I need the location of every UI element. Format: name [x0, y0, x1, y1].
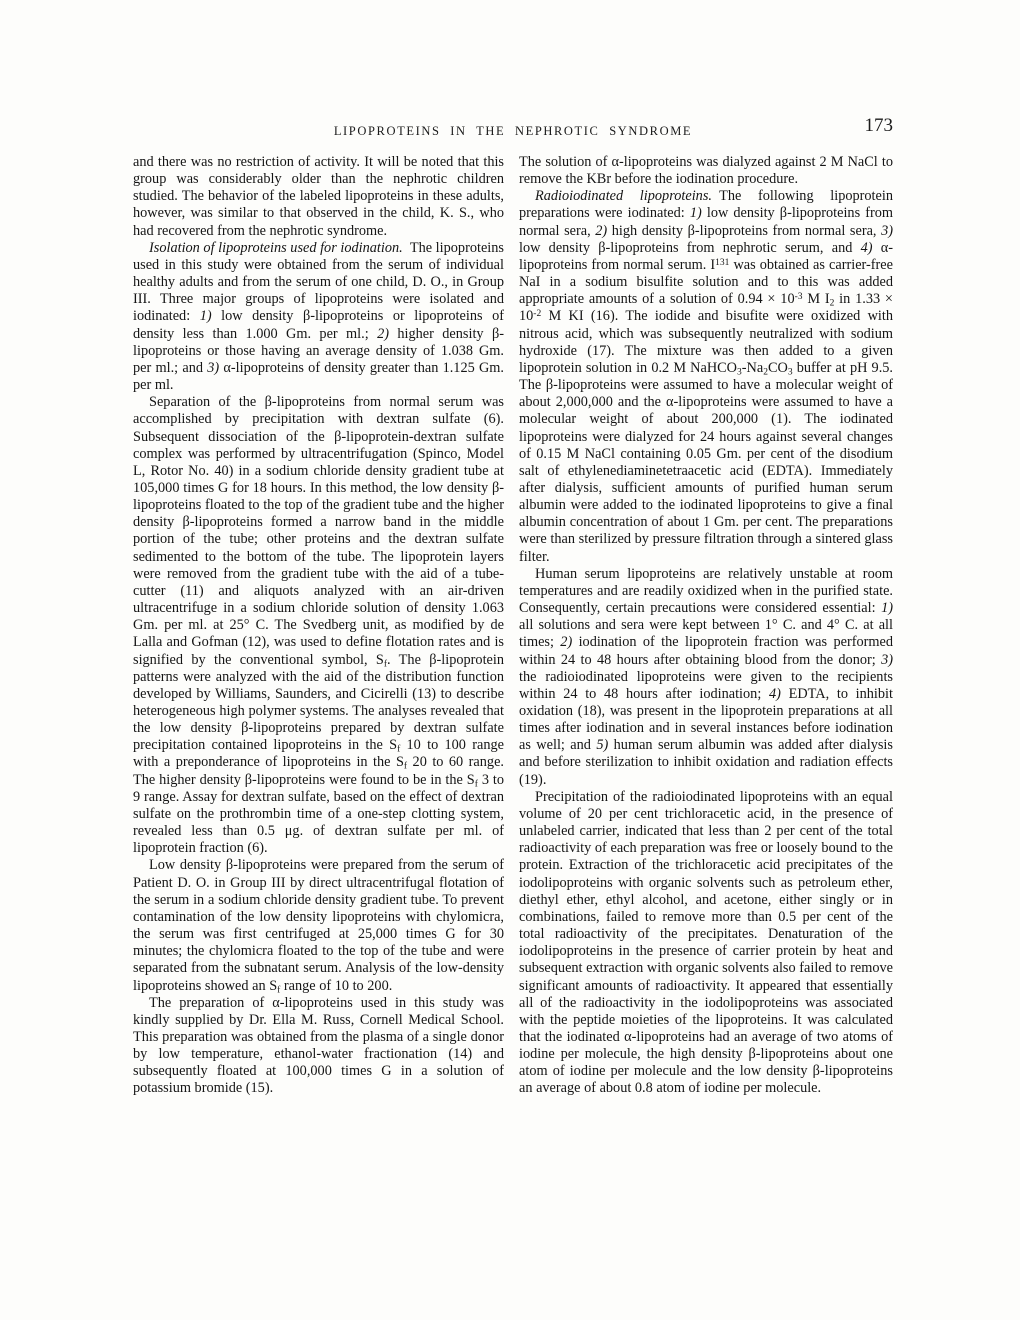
- text-column-right: [519, 154, 893, 1098]
- paragraph: Isolation of lipoproteins used for iodination. The lipoproteins used in this study were obtained from the serum of individual healthy adults and from the serum of one child, D. O., in Group III. Three major groups of lipoproteins were isolated and iodinated: 1) low density β-lipoproteins or lipoproteins of density less than 1.000 Gm. per ml.; 2) higher density β-lipoproteins or those having an average density of 1.038 Gm. per ml.; and 3) α-lipoproteins of density greater than 1.125 Gm. per ml.: [133, 239, 505, 394]
- running-title: LIPOPROTEINS IN THE NEPHROTIC SYNDROME: [333, 124, 693, 138]
- paragraph: The preparation of α-lipoproteins used in this study was kindly supplied by Dr. Ella M. Russ, Cornell Medical School. This preparation was obtained from the plasma of a single donor by low temperature, ethanol-water fractionation (14) and subsequently floated at 100,000 times G in a solution of potassium bromide (15).: [133, 994, 504, 1097]
- paragraph: The solution of α-lipoproteins was dialyzed against 2 M NaCl to remove the KBr before the iodination procedure.: [519, 154, 893, 188]
- paragraph: Radioiodinated lipoproteins. The following lipoprotein preparations were iodinated: 1) low density β-lipoproteins from normal sera, 2) high density β-lipoproteins from normal sera, 3) low density β-lipoproteins from nephrotic serum, and 4) α-lipoproteins from normal serum. $I^{131}$ was obtained as carrier-free NaI in a sodium bisulfite solution and to this was added appropriate amounts of a solution of $0.94 \times 10^{-3}$ M $I_2$ in $1.33 \times 10^{-2}$ M KI (16). The iodide and bisufite were oxidized with nitrous acid, which was subsequently neutralized with sodium hydroxide (17). The mixture was then added to a given lipoprotein solution in 0.2 M $NaHCO_3-Na_2CO_3$ buffer at pH 9.5. The β-lipoproteins were assumed to have a molecular weight of about 2,000,000 and the α-lipoproteins were assumed to have a molecular weight of about 200,000 (1). The iodinated lipoproteins were dialyzed for 24 hours against several changes of 0.15 M NaCl containing 0.05 Gm. per cent of the disodium salt of ethylenediaminetetraacetic acid (EDTA). Immediately after dialysis, sufficient amounts of purified human serum albumin were added to the iodinated lipoproteins to give a final albumin concentration of about 1 Gm. per cent. The preparations were than sterilized by pressure filtration through a sintered glass filter.: [519, 188, 894, 565]
- paragraph: Human serum lipoproteins are relatively unstable at room temperatures and are readily oxidized when in the purified state. Consequently, certain precautions were considered essential: 1) all solutions and sera were kept between 1° C. and 4° C. at all times; 2) iodination of the lipoprotein fraction was performed within 24 to 48 hours after obtaining blood from the donor; 3) the radioiodinated lipoproteins were given to the recipients within 24 to 48 hours after iodination; 4) EDTA, to inhibit oxidation (18), was present in the lipoprotein preparations at all times after iodination and in several instances before iodination as well; and 5) human serum albumin was added after dialysis and before sterilization to inhibit oxidation and radiation effects (19).: [519, 565, 893, 788]
- page-number: 173: [864, 115, 893, 136]
- paragraph: Precipitation of the radioiodinated lipoproteins with an equal volume of 20 per cent trichloracetic acid, in the presence of unlabeled carrier, indicated that less than 2 per cent of the total radioactivity of each preparation was free or loosely bound to the protein. Extraction of the trichloracetic acid precipitates of the iodolipoproteins with organic solvents such as petroleum ether, diethyl ether, ethyl alcohol, and acetone, either singly or in combinations, failed to remove more than 0.5 per cent of the total radioactivity of the precipitates. Denaturation of the iodolipoproteins in the presence of carrier protein by heat and subsequent extraction with organic solvents also failed to remove significant amounts of radioactivity. It appeared that essentially all of the radioactivity in the iodolipoproteins was associated with the peptide moieties of the lipoproteins. It was calculated that the iodinated α-lipoproteins had an average of two atoms of iodine per molecule, the high density β-lipoproteins about one atom of iodine per molecule and the low density β-lipoproteins an average of about 0.8 atom of iodine per molecule.: [519, 788, 893, 1097]
- text-column-left: [133, 154, 504, 1098]
- paragraph: Separation of the β-lipoproteins from normal serum was accomplished by precipitation with dextran sulfate (6). Subsequent dissociation of the β-lipoprotein-dextran sulfate complex was performed by ultracentrifugation (Spinco, Model L, Rotor No. 40) in a sodium chloride density gradient tube at 105,000 times G for 18 hours. In this method, the low density β-lipoproteins floated to the top of the gradient tube and the higher density β-lipoproteins formed a narrow band in the middle portion of the tube; other proteins and the dextran sulfate sedimented to the bottom of the tube. The lipoprotein layers were removed from the gradient tube with the aid of a tube-cutter (11) and aliquots analyzed with an air-driven ultracentrifuge in a sodium chloride solution of density 1.063 Gm. per ml. at 25° C. The Svedberg unit, as modified by de Lalla and Gofman (12), was used to define flotation rates and is signified by the conventional symbol, $S_f$. The β-lipoprotein patterns were analyzed with the aid of the distribution function developed by Williams, Saunders, and Cicirelli (13) to describe heterogeneous high polymer systems. The analyses revealed that the low density β-lipoproteins prepared by dextran sulfate precipitation contained lipoproteins in the $S_f$ 10 to 100 range with a preponderance of lipoproteins in the $S_f$ 20 to 60 range. The higher density β-lipoproteins were found to be in the $S_f$ 3 to 9 range. Assay for dextran sulfate, based on the effect of dextran sulfate on the prothrombin time of a one-step clotting system, revealed less than 0.5 μg. of dextran sulfate per ml. of lipoprotein fraction (6).: [133, 394, 505, 857]
- paragraph: Low density β-lipoproteins were prepared from the serum of Patient D. O. in Group III by direct ultracentrifugal flotation of the serum in a sodium chloride density gradient tube. To prevent contamination of the low density lipoproteins with chylomicra, the serum was first centrifuged at 25,000 times G for 30 minutes; the chylomicra floated to the top of the tube and were separated from the subnatant serum. Analysis of the low-density lipoproteins showed an $S_f$ range of 10 to 200.: [133, 857, 504, 995]
- paragraph: and there was no restriction of activity. It will be noted that this group was considerably older than the nephrotic children studied. The behavior of the labeled lipoproteins in these adults, however, was similar to that observed in the child, K. S., who had recovered from the nephrotic syndrome.: [133, 154, 504, 239]
